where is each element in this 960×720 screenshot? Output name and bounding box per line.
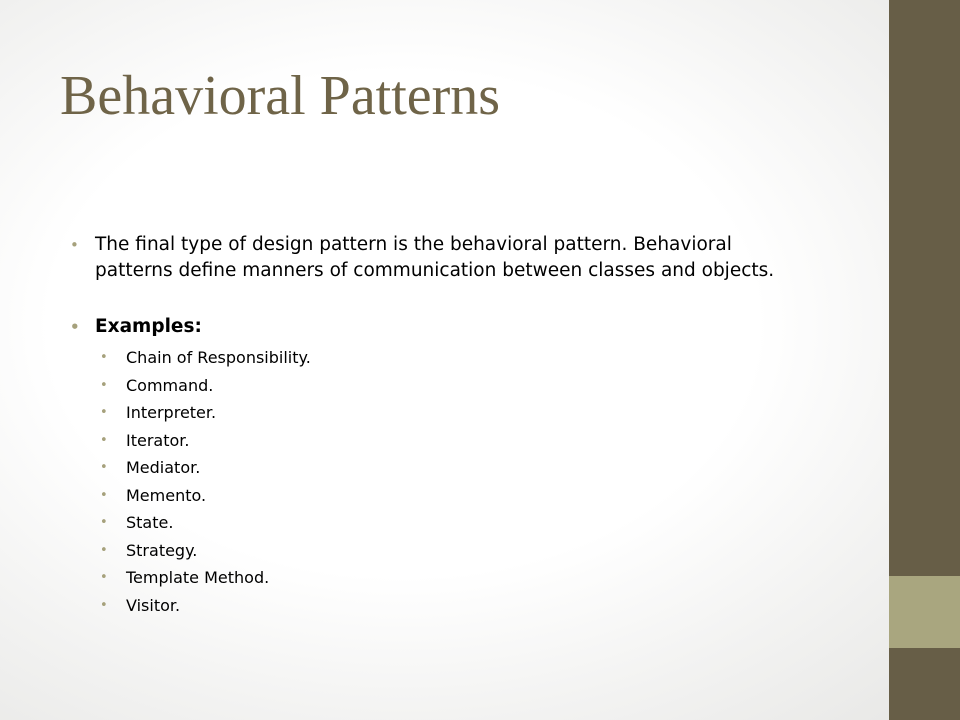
list-item — [100, 372, 810, 400]
bullet-icon: • — [70, 318, 80, 336]
list-item-text: Chain of Responsibility. — [126, 348, 311, 367]
list-item-text: State. — [126, 513, 174, 532]
bullet-icon: • — [100, 487, 108, 503]
sidebar-dark-block — [889, 0, 960, 576]
list-item-text: Template Method. — [126, 568, 270, 587]
bullet-icon: • — [100, 350, 108, 365]
bullet-icon: • — [70, 236, 79, 254]
list-item-text: Memento. — [126, 485, 207, 505]
list-item — [100, 399, 810, 427]
list-item-text: Command. — [126, 375, 214, 395]
list-item — [100, 482, 810, 510]
bullet-item — [70, 232, 810, 284]
examples-list — [100, 344, 810, 619]
decorative-sidebar — [889, 0, 960, 720]
bullet-icon: • — [100, 377, 108, 393]
list-item-text: Iterator. — [126, 430, 190, 450]
slide-title: Behavioral Patterns — [60, 65, 501, 127]
bullet-icon: • — [100, 460, 108, 475]
slide-body — [70, 232, 810, 619]
bullet-icon: • — [100, 405, 108, 420]
list-item — [100, 344, 810, 372]
list-item — [100, 592, 810, 620]
list-item — [100, 454, 810, 482]
list-item — [100, 509, 810, 537]
list-item-text: Interpreter. — [126, 403, 217, 422]
bullet-icon: • — [100, 432, 108, 448]
sidebar-accent-block — [889, 576, 960, 648]
list-item — [100, 537, 810, 565]
bullet-icon: • — [100, 515, 108, 530]
list-item — [100, 427, 810, 455]
examples-heading: Examples: — [95, 316, 202, 337]
bullet-icon: • — [100, 542, 108, 558]
list-item-text: Visitor. — [126, 595, 181, 615]
sidebar-dark-block — [889, 648, 960, 720]
bullet-icon: • — [100, 570, 108, 585]
list-item-text: Strategy. — [126, 540, 198, 560]
bullet-icon: • — [100, 597, 108, 613]
list-item-text: Mediator. — [126, 458, 201, 477]
bullet-item — [70, 314, 810, 340]
bullet-text: The final type of design pattern is the behavioral pattern. Behavioral patterns define manners of communication between classes and objects. — [95, 234, 775, 281]
list-item — [100, 564, 810, 592]
